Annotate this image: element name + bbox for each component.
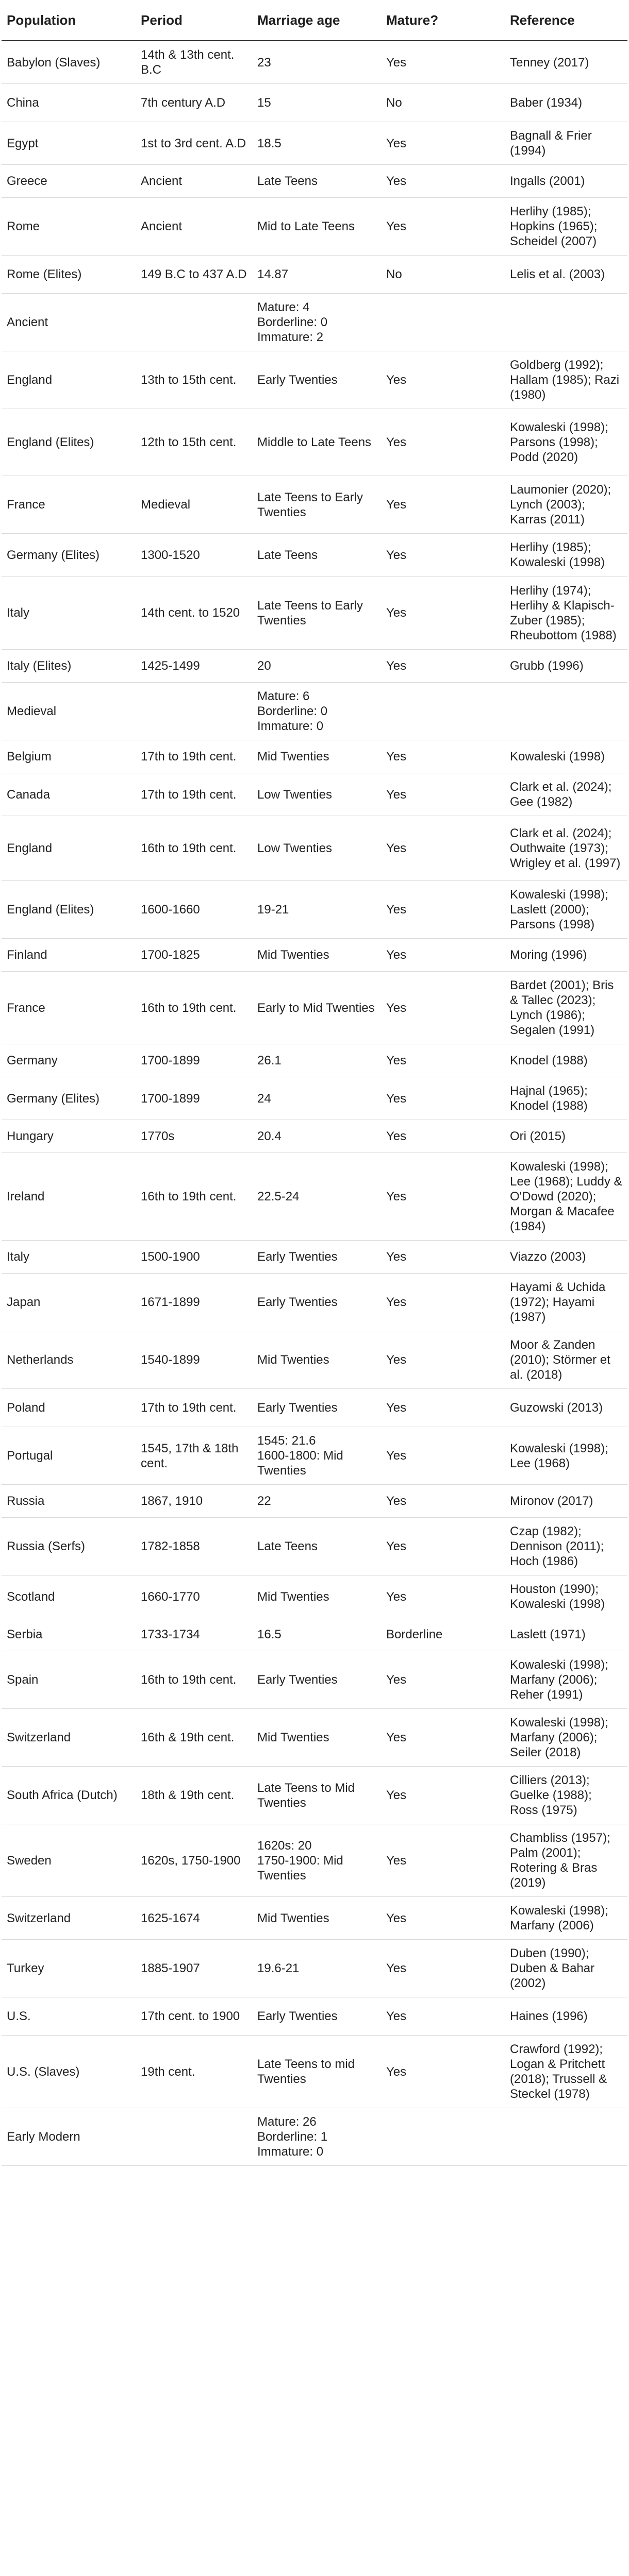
cell-period: 1733-1734 (136, 1618, 252, 1651)
cell-marriage-age: Early Twenties (252, 1651, 381, 1709)
cell-period: 14th cent. to 1520 (136, 577, 252, 650)
header-population[interactable]: Population (2, 0, 136, 41)
table-row (2, 1940, 627, 1997)
cell-period: 16th to 19th cent. (136, 1651, 252, 1709)
cell-reference: Mironov (2017) (505, 1485, 627, 1518)
table-row (2, 2108, 627, 2166)
cell-population: Ireland (2, 1153, 136, 1241)
cell-reference: Goldberg (1992); Hallam (1985); Razi (1980) (505, 351, 627, 409)
cell-period: 1867, 1910 (136, 1485, 252, 1518)
cell-period: 18th & 19th cent. (136, 1767, 252, 1824)
cell-population: Italy (Elites) (2, 650, 136, 683)
cell-population: Finland (2, 939, 136, 972)
cell-population: England (Elites) (2, 881, 136, 939)
cell-marriage-age: Late Teens to Early Twenties (252, 577, 381, 650)
cell-period: 1885-1907 (136, 1940, 252, 1997)
cell-period: 13th to 15th cent. (136, 351, 252, 409)
cell-mature: Yes (381, 534, 505, 577)
cell-marriage-age: Mid Twenties (252, 939, 381, 972)
cell-marriage-age: 1620s: 20 1750-1900: Mid Twenties (252, 1824, 381, 1897)
cell-mature: Yes (381, 1044, 505, 1077)
cell-marriage-age: Low Twenties (252, 816, 381, 881)
cell-population: Germany (Elites) (2, 1077, 136, 1120)
cell-marriage-age: 24 (252, 1077, 381, 1120)
cell-population: Rome (2, 198, 136, 256)
cell-reference (505, 2108, 627, 2166)
cell-population: U.S. (2, 1997, 136, 2036)
cell-marriage-age: Middle to Late Teens (252, 409, 381, 476)
cell-reference: Kowaleski (1998); Lee (1968) (505, 1427, 627, 1485)
header-period[interactable]: Period (136, 0, 252, 41)
table-row (2, 2036, 627, 2108)
cell-marriage-age: 14.87 (252, 256, 381, 294)
cell-marriage-age: 23 (252, 41, 381, 84)
cell-reference: Laslett (1971) (505, 1618, 627, 1651)
cell-mature: Yes (381, 351, 505, 409)
cell-population: Sweden (2, 1824, 136, 1897)
cell-reference: Kowaleski (1998); Marfany (2006); Reher (1991) (505, 1651, 627, 1709)
table-row (2, 122, 627, 165)
table-row (2, 476, 627, 534)
cell-population: China (2, 84, 136, 122)
cell-period: 1540-1899 (136, 1331, 252, 1389)
table-body (2, 41, 627, 2166)
cell-mature: Yes (381, 577, 505, 650)
cell-population: England (2, 816, 136, 881)
cell-population: Portugal (2, 1427, 136, 1485)
cell-reference: Lelis et al. (2003) (505, 256, 627, 294)
cell-period: 1620s, 1750-1900 (136, 1824, 252, 1897)
cell-population: Turkey (2, 1940, 136, 1997)
cell-period: 1500-1900 (136, 1241, 252, 1274)
cell-marriage-age: 20 (252, 650, 381, 683)
cell-period: 1st to 3rd cent. A.D (136, 122, 252, 165)
cell-period: 17th to 19th cent. (136, 1389, 252, 1427)
cell-period: 1700-1899 (136, 1077, 252, 1120)
cell-period (136, 294, 252, 351)
cell-marriage-age: Mid Twenties (252, 1331, 381, 1389)
cell-marriage-age: Early Twenties (252, 1274, 381, 1331)
cell-marriage-age: Mature: 6 Borderline: 0 Immature: 0 (252, 683, 381, 740)
cell-reference: Moring (1996) (505, 939, 627, 972)
table-row (2, 534, 627, 577)
cell-marriage-age: 1545: 21.6 1600-1800: Mid Twenties (252, 1427, 381, 1485)
cell-population: Ancient (2, 294, 136, 351)
table-row (2, 773, 627, 816)
cell-marriage-age: Late Teens (252, 534, 381, 577)
cell-period: 12th to 15th cent. (136, 409, 252, 476)
cell-mature: Yes (381, 165, 505, 198)
cell-population: Italy (2, 577, 136, 650)
cell-mature: Borderline (381, 1618, 505, 1651)
cell-mature: Yes (381, 1518, 505, 1575)
cell-population: Medieval (2, 683, 136, 740)
table-row (2, 1575, 627, 1618)
cell-marriage-age: Early Twenties (252, 1997, 381, 2036)
cell-reference: Kowaleski (1998); Marfany (2006) (505, 1897, 627, 1940)
cell-population: Rome (Elites) (2, 256, 136, 294)
cell-population: Greece (2, 165, 136, 198)
cell-reference: Guzowski (2013) (505, 1389, 627, 1427)
header-row (2, 0, 627, 41)
cell-reference: Knodel (1988) (505, 1044, 627, 1077)
cell-reference: Tenney (2017) (505, 41, 627, 84)
cell-period: Medieval (136, 476, 252, 534)
cell-mature: Yes (381, 1389, 505, 1427)
table-row (2, 409, 627, 476)
cell-population: France (2, 476, 136, 534)
cell-marriage-age: Mid Twenties (252, 1897, 381, 1940)
cell-mature: Yes (381, 773, 505, 816)
cell-marriage-age: Late Teens (252, 1518, 381, 1575)
cell-reference: Haines (1996) (505, 1997, 627, 2036)
table-row (2, 972, 627, 1044)
table-row (2, 1120, 627, 1153)
table-row (2, 1767, 627, 1824)
cell-marriage-age: 19.6-21 (252, 1940, 381, 1997)
table-row (2, 816, 627, 881)
cell-reference: Kowaleski (1998); Lee (1968); Luddy & O'Dowd (2020); Morgan & Macafee (1984) (505, 1153, 627, 1241)
cell-mature (381, 683, 505, 740)
cell-population: Switzerland (2, 1897, 136, 1940)
table-row (2, 740, 627, 773)
cell-period: 1770s (136, 1120, 252, 1153)
header-reference[interactable]: Reference (505, 0, 627, 41)
cell-marriage-age: Low Twenties (252, 773, 381, 816)
table-row (2, 1651, 627, 1709)
cell-population: Russia (Serfs) (2, 1518, 136, 1575)
cell-reference: Herlihy (1985); Kowaleski (1998) (505, 534, 627, 577)
cell-period: 1625-1674 (136, 1897, 252, 1940)
cell-population: Egypt (2, 122, 136, 165)
cell-population: Germany (Elites) (2, 534, 136, 577)
cell-mature: Yes (381, 1575, 505, 1618)
cell-marriage-age: 16.5 (252, 1618, 381, 1651)
table-row (2, 1518, 627, 1575)
cell-marriage-age: 26.1 (252, 1044, 381, 1077)
cell-period: 1671-1899 (136, 1274, 252, 1331)
cell-marriage-age: Late Teens to mid Twenties (252, 2036, 381, 2108)
cell-population: South Africa (Dutch) (2, 1767, 136, 1824)
cell-marriage-age: 15 (252, 84, 381, 122)
cell-mature: Yes (381, 1120, 505, 1153)
cell-marriage-age: 20.4 (252, 1120, 381, 1153)
cell-reference: Chambliss (1957); Palm (2001); Rotering & Bras (2019) (505, 1824, 627, 1897)
table-row (2, 1824, 627, 1897)
cell-mature: Yes (381, 409, 505, 476)
cell-mature: Yes (381, 1709, 505, 1767)
cell-reference: Viazzo (2003) (505, 1241, 627, 1274)
cell-marriage-age: 18.5 (252, 122, 381, 165)
cell-reference: Bardet (2001); Bris & Tallec (2023); Lynch (1986); Segalen (1991) (505, 972, 627, 1044)
table-row (2, 1331, 627, 1389)
cell-marriage-age: Mid Twenties (252, 1575, 381, 1618)
cell-mature: Yes (381, 881, 505, 939)
cell-mature (381, 2108, 505, 2166)
cell-mature: Yes (381, 650, 505, 683)
cell-population: U.S. (Slaves) (2, 2036, 136, 2108)
table-row (2, 650, 627, 683)
cell-mature: Yes (381, 816, 505, 881)
table-row (2, 165, 627, 198)
cell-period: 1425-1499 (136, 650, 252, 683)
cell-population: England (Elites) (2, 409, 136, 476)
cell-period: 7th century A.D (136, 84, 252, 122)
cell-mature: Yes (381, 740, 505, 773)
table-row (2, 881, 627, 939)
cell-reference: Ingalls (2001) (505, 165, 627, 198)
cell-period: 17th to 19th cent. (136, 773, 252, 816)
cell-marriage-age: Early Twenties (252, 1241, 381, 1274)
cell-reference: Kowaleski (1998) (505, 740, 627, 773)
cell-mature: Yes (381, 1897, 505, 1940)
cell-marriage-age: 19-21 (252, 881, 381, 939)
cell-marriage-age: Early Twenties (252, 1389, 381, 1427)
cell-mature: Yes (381, 476, 505, 534)
cell-marriage-age: Late Teens to Early Twenties (252, 476, 381, 534)
cell-reference: Kowaleski (1998); Parsons (1998); Podd (2020) (505, 409, 627, 476)
table-row (2, 1709, 627, 1767)
cell-population: Babylon (Slaves) (2, 41, 136, 84)
cell-period: 16th & 19th cent. (136, 1709, 252, 1767)
table-row (2, 939, 627, 972)
cell-mature: Yes (381, 2036, 505, 2108)
cell-marriage-age: Mature: 26 Borderline: 1 Immature: 0 (252, 2108, 381, 2166)
cell-population: Serbia (2, 1618, 136, 1651)
cell-reference (505, 683, 627, 740)
cell-reference: Czap (1982); Dennison (2011); Hoch (1986) (505, 1518, 627, 1575)
cell-reference: Herlihy (1985); Hopkins (1965); Scheidel (2007) (505, 198, 627, 256)
cell-reference: Duben (1990); Duben & Bahar (2002) (505, 1940, 627, 1997)
table-row (2, 256, 627, 294)
cell-marriage-age: Mid Twenties (252, 740, 381, 773)
cell-reference: Kowaleski (1998); Laslett (2000); Parsons (1998) (505, 881, 627, 939)
cell-reference: Clark et al. (2024); Gee (1982) (505, 773, 627, 816)
header-marriage-age[interactable]: Marriage age (252, 0, 381, 41)
cell-marriage-age: Late Teens to Mid Twenties (252, 1767, 381, 1824)
cell-period: Ancient (136, 165, 252, 198)
cell-population: Canada (2, 773, 136, 816)
table-row (2, 1241, 627, 1274)
cell-marriage-age: 22 (252, 1485, 381, 1518)
cell-reference: Herlihy (1974); Herlihy & Klapisch-Zuber (1985); Rheubottom (1988) (505, 577, 627, 650)
cell-reference: Hajnal (1965); Knodel (1988) (505, 1077, 627, 1120)
cell-population: Switzerland (2, 1709, 136, 1767)
cell-marriage-age: Mid Twenties (252, 1709, 381, 1767)
table-header (2, 0, 627, 41)
cell-reference: Grubb (1996) (505, 650, 627, 683)
cell-mature: Yes (381, 1824, 505, 1897)
cell-marriage-age: Late Teens (252, 165, 381, 198)
table-row (2, 294, 627, 351)
table-row (2, 41, 627, 84)
cell-mature: Yes (381, 1077, 505, 1120)
cell-population: Germany (2, 1044, 136, 1077)
cell-population: Spain (2, 1651, 136, 1709)
cell-population: Japan (2, 1274, 136, 1331)
table-row (2, 351, 627, 409)
cell-mature: Yes (381, 1767, 505, 1824)
cell-reference: Cilliers (2013); Guelke (1988); Ross (1975) (505, 1767, 627, 1824)
table-row (2, 577, 627, 650)
cell-reference: Bagnall & Frier (1994) (505, 122, 627, 165)
cell-period: Ancient (136, 198, 252, 256)
cell-mature: Yes (381, 122, 505, 165)
header-mature[interactable]: Mature? (381, 0, 505, 41)
cell-period: 16th to 19th cent. (136, 816, 252, 881)
table-row (2, 1618, 627, 1651)
cell-mature: Yes (381, 939, 505, 972)
cell-population: England (2, 351, 136, 409)
cell-reference: Hayami & Uchida (1972); Hayami (1987) (505, 1274, 627, 1331)
cell-period: 1545, 17th & 18th cent. (136, 1427, 252, 1485)
cell-period (136, 2108, 252, 2166)
cell-marriage-age: Mid to Late Teens (252, 198, 381, 256)
cell-mature: Yes (381, 1997, 505, 2036)
table-row (2, 1897, 627, 1940)
cell-population: Italy (2, 1241, 136, 1274)
table-row (2, 1153, 627, 1241)
table-row (2, 198, 627, 256)
cell-mature: Yes (381, 198, 505, 256)
cell-mature: Yes (381, 1485, 505, 1518)
cell-marriage-age: Early Twenties (252, 351, 381, 409)
cell-population: Scotland (2, 1575, 136, 1618)
cell-reference (505, 294, 627, 351)
cell-period: 1700-1825 (136, 939, 252, 972)
cell-mature: Yes (381, 1331, 505, 1389)
cell-mature (381, 294, 505, 351)
cell-population: Poland (2, 1389, 136, 1427)
cell-population: Russia (2, 1485, 136, 1518)
cell-period: 1600-1660 (136, 881, 252, 939)
cell-reference: Houston (1990); Kowaleski (1998) (505, 1575, 627, 1618)
cell-period: 17th cent. to 1900 (136, 1997, 252, 2036)
cell-population: Hungary (2, 1120, 136, 1153)
table-row (2, 1997, 627, 2036)
cell-period: 1660-1770 (136, 1575, 252, 1618)
cell-mature: No (381, 84, 505, 122)
cell-period: 19th cent. (136, 2036, 252, 2108)
cell-mature: Yes (381, 972, 505, 1044)
cell-mature: Yes (381, 1241, 505, 1274)
cell-marriage-age: 22.5-24 (252, 1153, 381, 1241)
table-row (2, 84, 627, 122)
cell-mature: Yes (381, 1274, 505, 1331)
cell-period: 16th to 19th cent. (136, 972, 252, 1044)
cell-marriage-age: Early to Mid Twenties (252, 972, 381, 1044)
table-row (2, 683, 627, 740)
marriage-age-table (2, 0, 627, 2166)
cell-population: France (2, 972, 136, 1044)
cell-marriage-age: Mature: 4 Borderline: 0 Immature: 2 (252, 294, 381, 351)
cell-period (136, 683, 252, 740)
cell-population: Early Modern (2, 2108, 136, 2166)
cell-population: Belgium (2, 740, 136, 773)
cell-period: 149 B.C to 437 A.D (136, 256, 252, 294)
cell-reference: Baber (1934) (505, 84, 627, 122)
table-row (2, 1077, 627, 1120)
table-row (2, 1485, 627, 1518)
table-row (2, 1389, 627, 1427)
cell-reference: Ori (2015) (505, 1120, 627, 1153)
cell-period: 16th to 19th cent. (136, 1153, 252, 1241)
cell-mature: Yes (381, 41, 505, 84)
table-row (2, 1274, 627, 1331)
cell-reference: Moor & Zanden (2010); Störmer et al. (2018) (505, 1331, 627, 1389)
table-row (2, 1044, 627, 1077)
cell-reference: Clark et al. (2024); Outhwaite (1973); Wrigley et al. (1997) (505, 816, 627, 881)
cell-population: Netherlands (2, 1331, 136, 1389)
cell-reference: Laumonier (2020); Lynch (2003); Karras (2011) (505, 476, 627, 534)
cell-period: 1782-1858 (136, 1518, 252, 1575)
cell-period: 1300-1520 (136, 534, 252, 577)
cell-mature: Yes (381, 1651, 505, 1709)
cell-period: 1700-1899 (136, 1044, 252, 1077)
cell-mature: No (381, 256, 505, 294)
cell-mature: Yes (381, 1940, 505, 1997)
cell-period: 17th to 19th cent. (136, 740, 252, 773)
cell-reference: Kowaleski (1998); Marfany (2006); Seiler (2018) (505, 1709, 627, 1767)
cell-reference: Crawford (1992); Logan & Pritchett (2018); Trussell & Steckel (1978) (505, 2036, 627, 2108)
cell-period: 14th & 13th cent. B.C (136, 41, 252, 84)
cell-mature: Yes (381, 1153, 505, 1241)
table-row (2, 1427, 627, 1485)
cell-mature: Yes (381, 1427, 505, 1485)
